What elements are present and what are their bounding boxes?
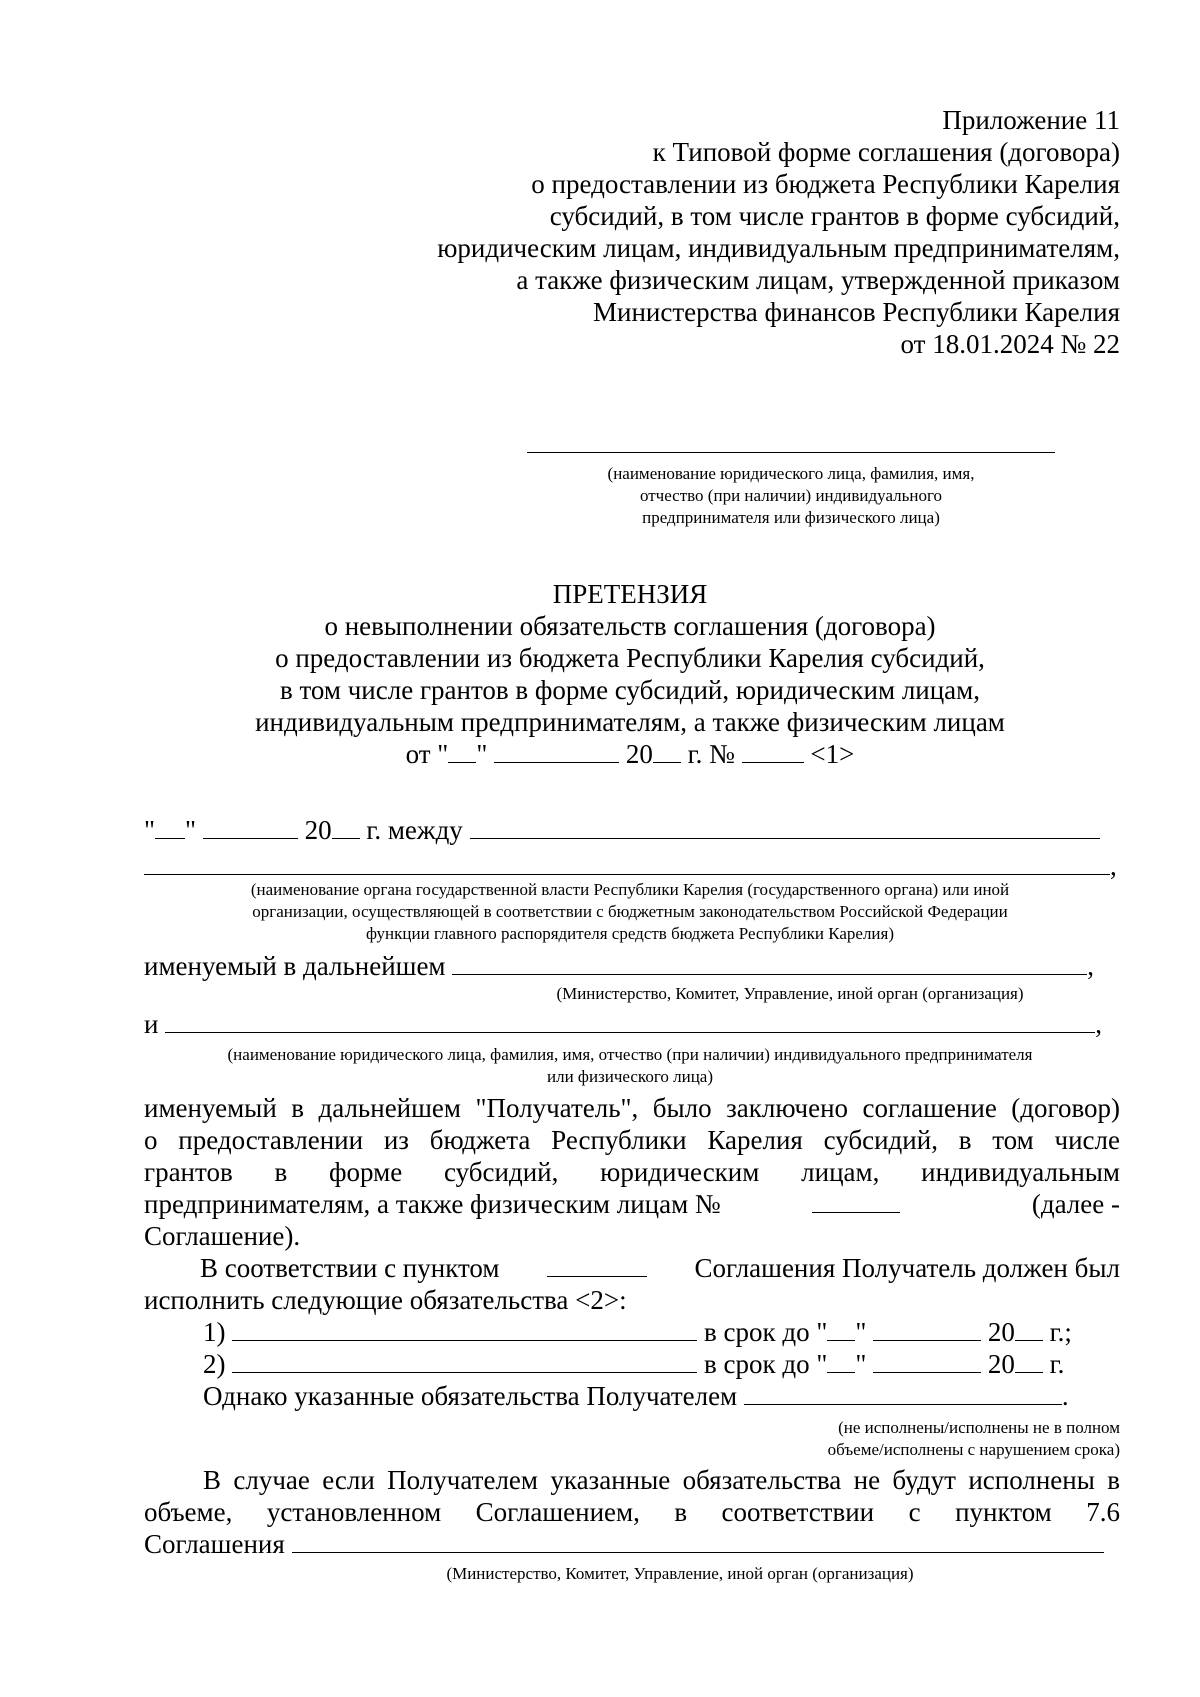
- header-line: субсидий, в том числе грантов в форме субсидий,: [549, 201, 1120, 231]
- title-line: о предоставлении из бюджета Республики Карелия субсидий,: [275, 643, 985, 673]
- title-date-line: от " " 20 г. № <1>: [405, 739, 855, 769]
- obligation-item: 2) в срок до " " 20 г.: [203, 1349, 1065, 1379]
- named-caption: (Министерство, Комитет, Управление, иной орган (организация): [556, 984, 1024, 1003]
- header-line: а также физическим лицам, утвержденной приказом: [516, 265, 1120, 295]
- final-caption: (Министерство, Комитет, Управление, иной орган (организация): [446, 1564, 914, 1583]
- obligation-item: 1) в срок до " " 20 г.;: [203, 1317, 1072, 1347]
- header-line: Министерства финансов Республики Карелия: [592, 297, 1120, 327]
- header-line: Приложение 11: [942, 105, 1120, 135]
- comma: ,: [1110, 851, 1117, 881]
- title-line: индивидуальным предпринимателям, а также физическим лицам: [255, 707, 1005, 737]
- title-line: в том числе грантов в форме субсидий, юридическим лицам,: [279, 675, 981, 705]
- header-line: о предоставлении из бюджета Республики Карелия: [531, 169, 1120, 199]
- title-heading: ПРЕТЕНЗИЯ: [552, 579, 708, 609]
- however-line: Однако указанные обязательства Получателем .: [203, 1381, 1069, 1411]
- header-line: от 18.01.2024 № 22: [900, 329, 1120, 359]
- document-page: Приложение 11 к Типовой форме соглашения (договора) о предоставлении из бюджета Республики Карелия субсидий, в том числе грантов в форме субсидий, юридическим лицам, индивидуальным предпринимателям, а также физическим лицам, утвержденной приказом Министерства финансов Республики Карелия от 18.01.2024 № 22 (наименование юридического лица, фамилия, имя, отчество (при наличии) индивидуального предпринимателя или физического лица) ПРЕТЕНЗИЯ о невыполнении обязательств соглашения (договора) о предоставлении из бюджета Республики Карелия субсидий, в том числе грантов в форме субсидий, юридическим лицам, индивидуальным предпринимателям, а также физическим лицам от " " 20 г. № <1> " " 20 г. между , (наименование органа государственной власти Республики Карелия (государственного органа) или иной организации, осуществляющей в соответствии с бюджетным законодательством Российской Федерации функции главного распорядителя средств бюджета Республики Карелия) именуемый в дальнейшем , (Министерство, Комитет, Управление, иной орган (организация) и , (наименование юридического лица, фамилия, имя, отчество (при наличии) индивидуального предпринимателя или физического лица) именуемый в дальнейшем "Получатель", было заключено соглашение (договор) о предоставлении из бюджета Республики Карелия субсидий, в том числе грантов в форме субсидий, юридическим лицам, индивидуальным предпринимателям, а также физическим лицам № (далее - Соглашение). В соответствии с пунктом Соглашения Получатель должен был исполнить следующие обязательства <2>: 1) в срок до " " 20 г.; 2) в срок до " " 20 г. Однако указанные обязательства Получателем . (не исполнены/исполнены не в полном объеме/исполнены с нарушением срока) В случае если Получателем указанные обязательства не будут исполнены в объеме, установленном Соглашением, в соответствии с пунктом 7.6 Соглашения (Министерство, Комитет, Управление, иной орган (организация): [0, 0, 1200, 1697]
- footnote-ref: <1>: [810, 739, 855, 769]
- title-line: о невыполнении обязательств соглашения (договора): [324, 611, 936, 641]
- header-line: к Типовой форме соглашения (договора): [652, 137, 1120, 167]
- organ-blank: [144, 874, 1110, 875]
- named-line: именуемый в дальнейшем ,: [144, 951, 1095, 981]
- contract-date-line: " " 20 г. между: [144, 814, 1100, 846]
- header-line: юридическим лицам, индивидуальным предпринимателям,: [437, 233, 1120, 263]
- addressee-blank: [527, 452, 1055, 453]
- recipient-line: и ,: [144, 1009, 1102, 1039]
